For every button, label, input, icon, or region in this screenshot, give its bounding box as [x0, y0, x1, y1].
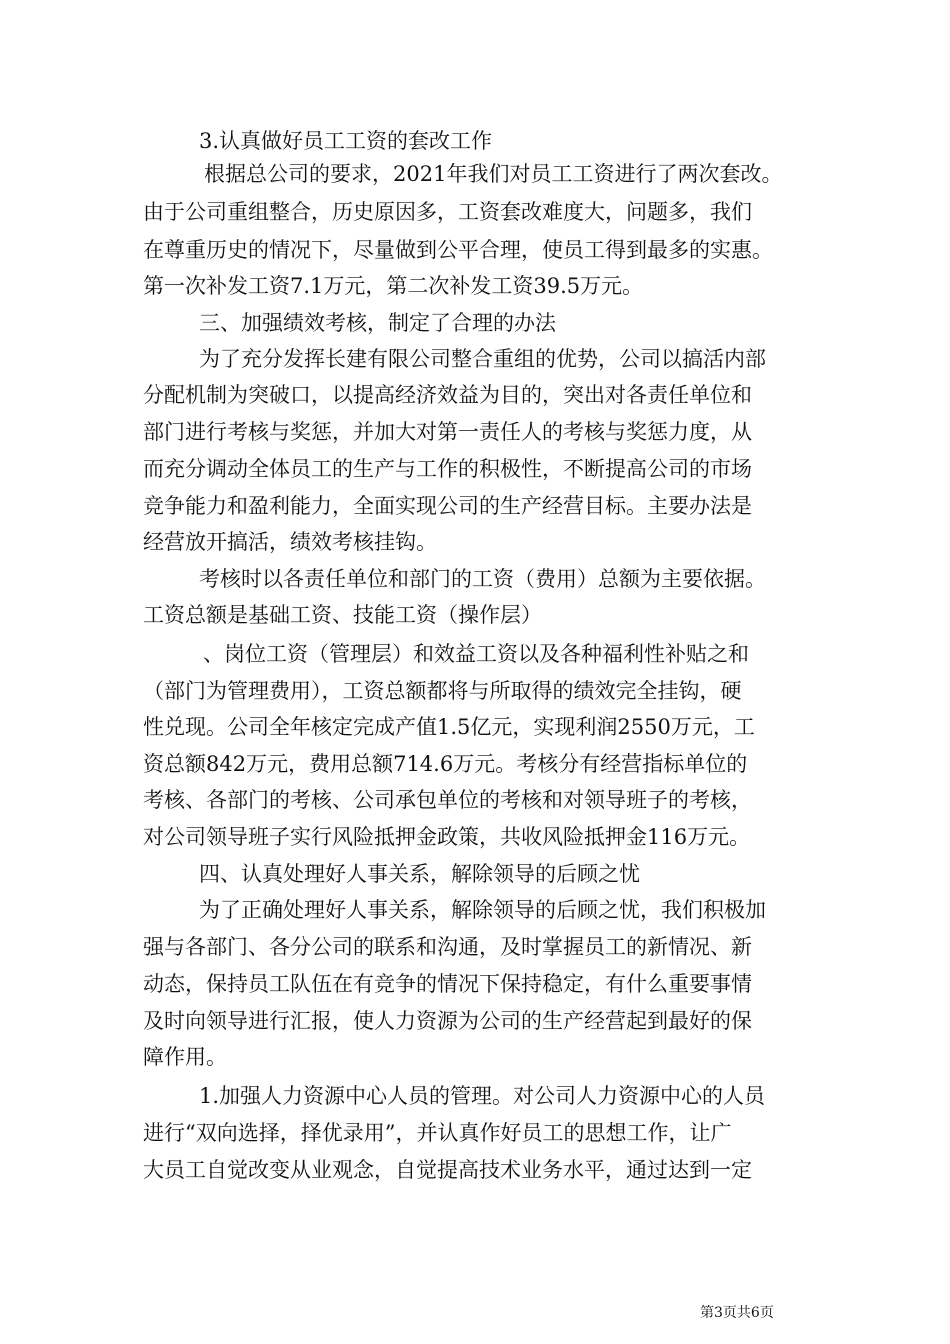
paragraph-line: 1.加强人力资源中心人员的管理。对公司人力资源中心的人员	[199, 1084, 766, 1108]
paragraph-line: 经营放开搞活，绩效考核挂钩。	[143, 530, 437, 554]
paragraph-line: 动态，保持员工队伍在有竞争的情况下保持稳定，有什么重要事情	[143, 972, 752, 996]
section-heading-salary-reform: 3.认真做好员工工资的套改工作	[199, 129, 493, 153]
paragraph-line: 考核、各部门的考核、公司承包单位的考核和对领导班子的考核，	[143, 788, 752, 812]
paragraph-line: 第一次补发工资7.1万元，第二次补发工资39.5万元。	[143, 274, 644, 298]
section-heading-performance: 三、加强绩效考核，制定了合理的办法	[199, 311, 556, 335]
paragraph-line: 分配机制为突破口，以提高经济效益为目的，突出对各责任单位和	[143, 383, 752, 407]
paragraph-line: 由于公司重组整合，历史原因多，工资套改难度大，问题多，我们	[143, 200, 752, 224]
paragraph-line: 大员工自觉改变从业观念，自觉提高技术业务水平，通过达到一定	[143, 1158, 752, 1182]
section-heading-personnel: 四、认真处理好人事关系，解除领导的后顾之忧	[199, 862, 640, 886]
paragraph-line: 工资总额是基础工资、技能工资（操作层）	[143, 603, 542, 627]
paragraph-line: 根据总公司的要求，2021年我们对员工工资进行了两次套改。	[204, 162, 783, 186]
paragraph-line: 考核时以各责任单位和部门的工资（费用）总额为主要依据。	[199, 567, 766, 591]
paragraph-line: 强与各部门、各分公司的联系和沟通，及时掌握员工的新情况、新	[143, 935, 752, 959]
paragraph-line: 、岗位工资（管理层）和效益工资以及各种福利性补贴之和	[203, 642, 749, 666]
paragraph-line: 竞争能力和盈利能力，全面实现公司的生产经营目标。主要办法是	[143, 494, 752, 518]
paragraph-line: 障作用。	[143, 1045, 227, 1069]
paragraph-line: 为了充分发挥长建有限公司整合重组的优势，公司以搞活内部	[199, 347, 766, 371]
paragraph-line: 而充分调动全体员工的生产与工作的积极性，不断提高公司的市场	[143, 457, 752, 481]
paragraph-line: 性兑现。公司全年核定完成产值1.5亿元，实现利润2550万元，工	[143, 715, 755, 739]
paragraph-line: 部门进行考核与奖惩，并加大对第一责任人的考核与奖惩力度，从	[143, 420, 752, 444]
page-number: 第3页共6页	[700, 1305, 774, 1321]
paragraph-line: （部门为管理费用），工资总额都将与所取得的绩效完全挂钩，硬	[143, 679, 742, 703]
paragraph-line: 及时向领导进行汇报，使人力资源为公司的生产经营起到最好的保	[143, 1009, 752, 1033]
paragraph-line: 在尊重历史的情况下，尽量做到公平合理，使员工得到最多的实惠。	[143, 238, 773, 262]
paragraph-line: 进行“双向选择，择优录用”，并认真作好员工的思想工作，让广	[143, 1121, 732, 1145]
paragraph-line: 为了正确处理好人事关系，解除领导的后顾之忧，我们积极加	[199, 898, 766, 922]
paragraph-line: 资总额842万元，费用总额714.6万元。考核分有经营指标单位的	[143, 752, 748, 776]
paragraph-line: 对公司领导班子实行风险抵押金政策，共收风险抵押金116万元。	[143, 825, 751, 849]
